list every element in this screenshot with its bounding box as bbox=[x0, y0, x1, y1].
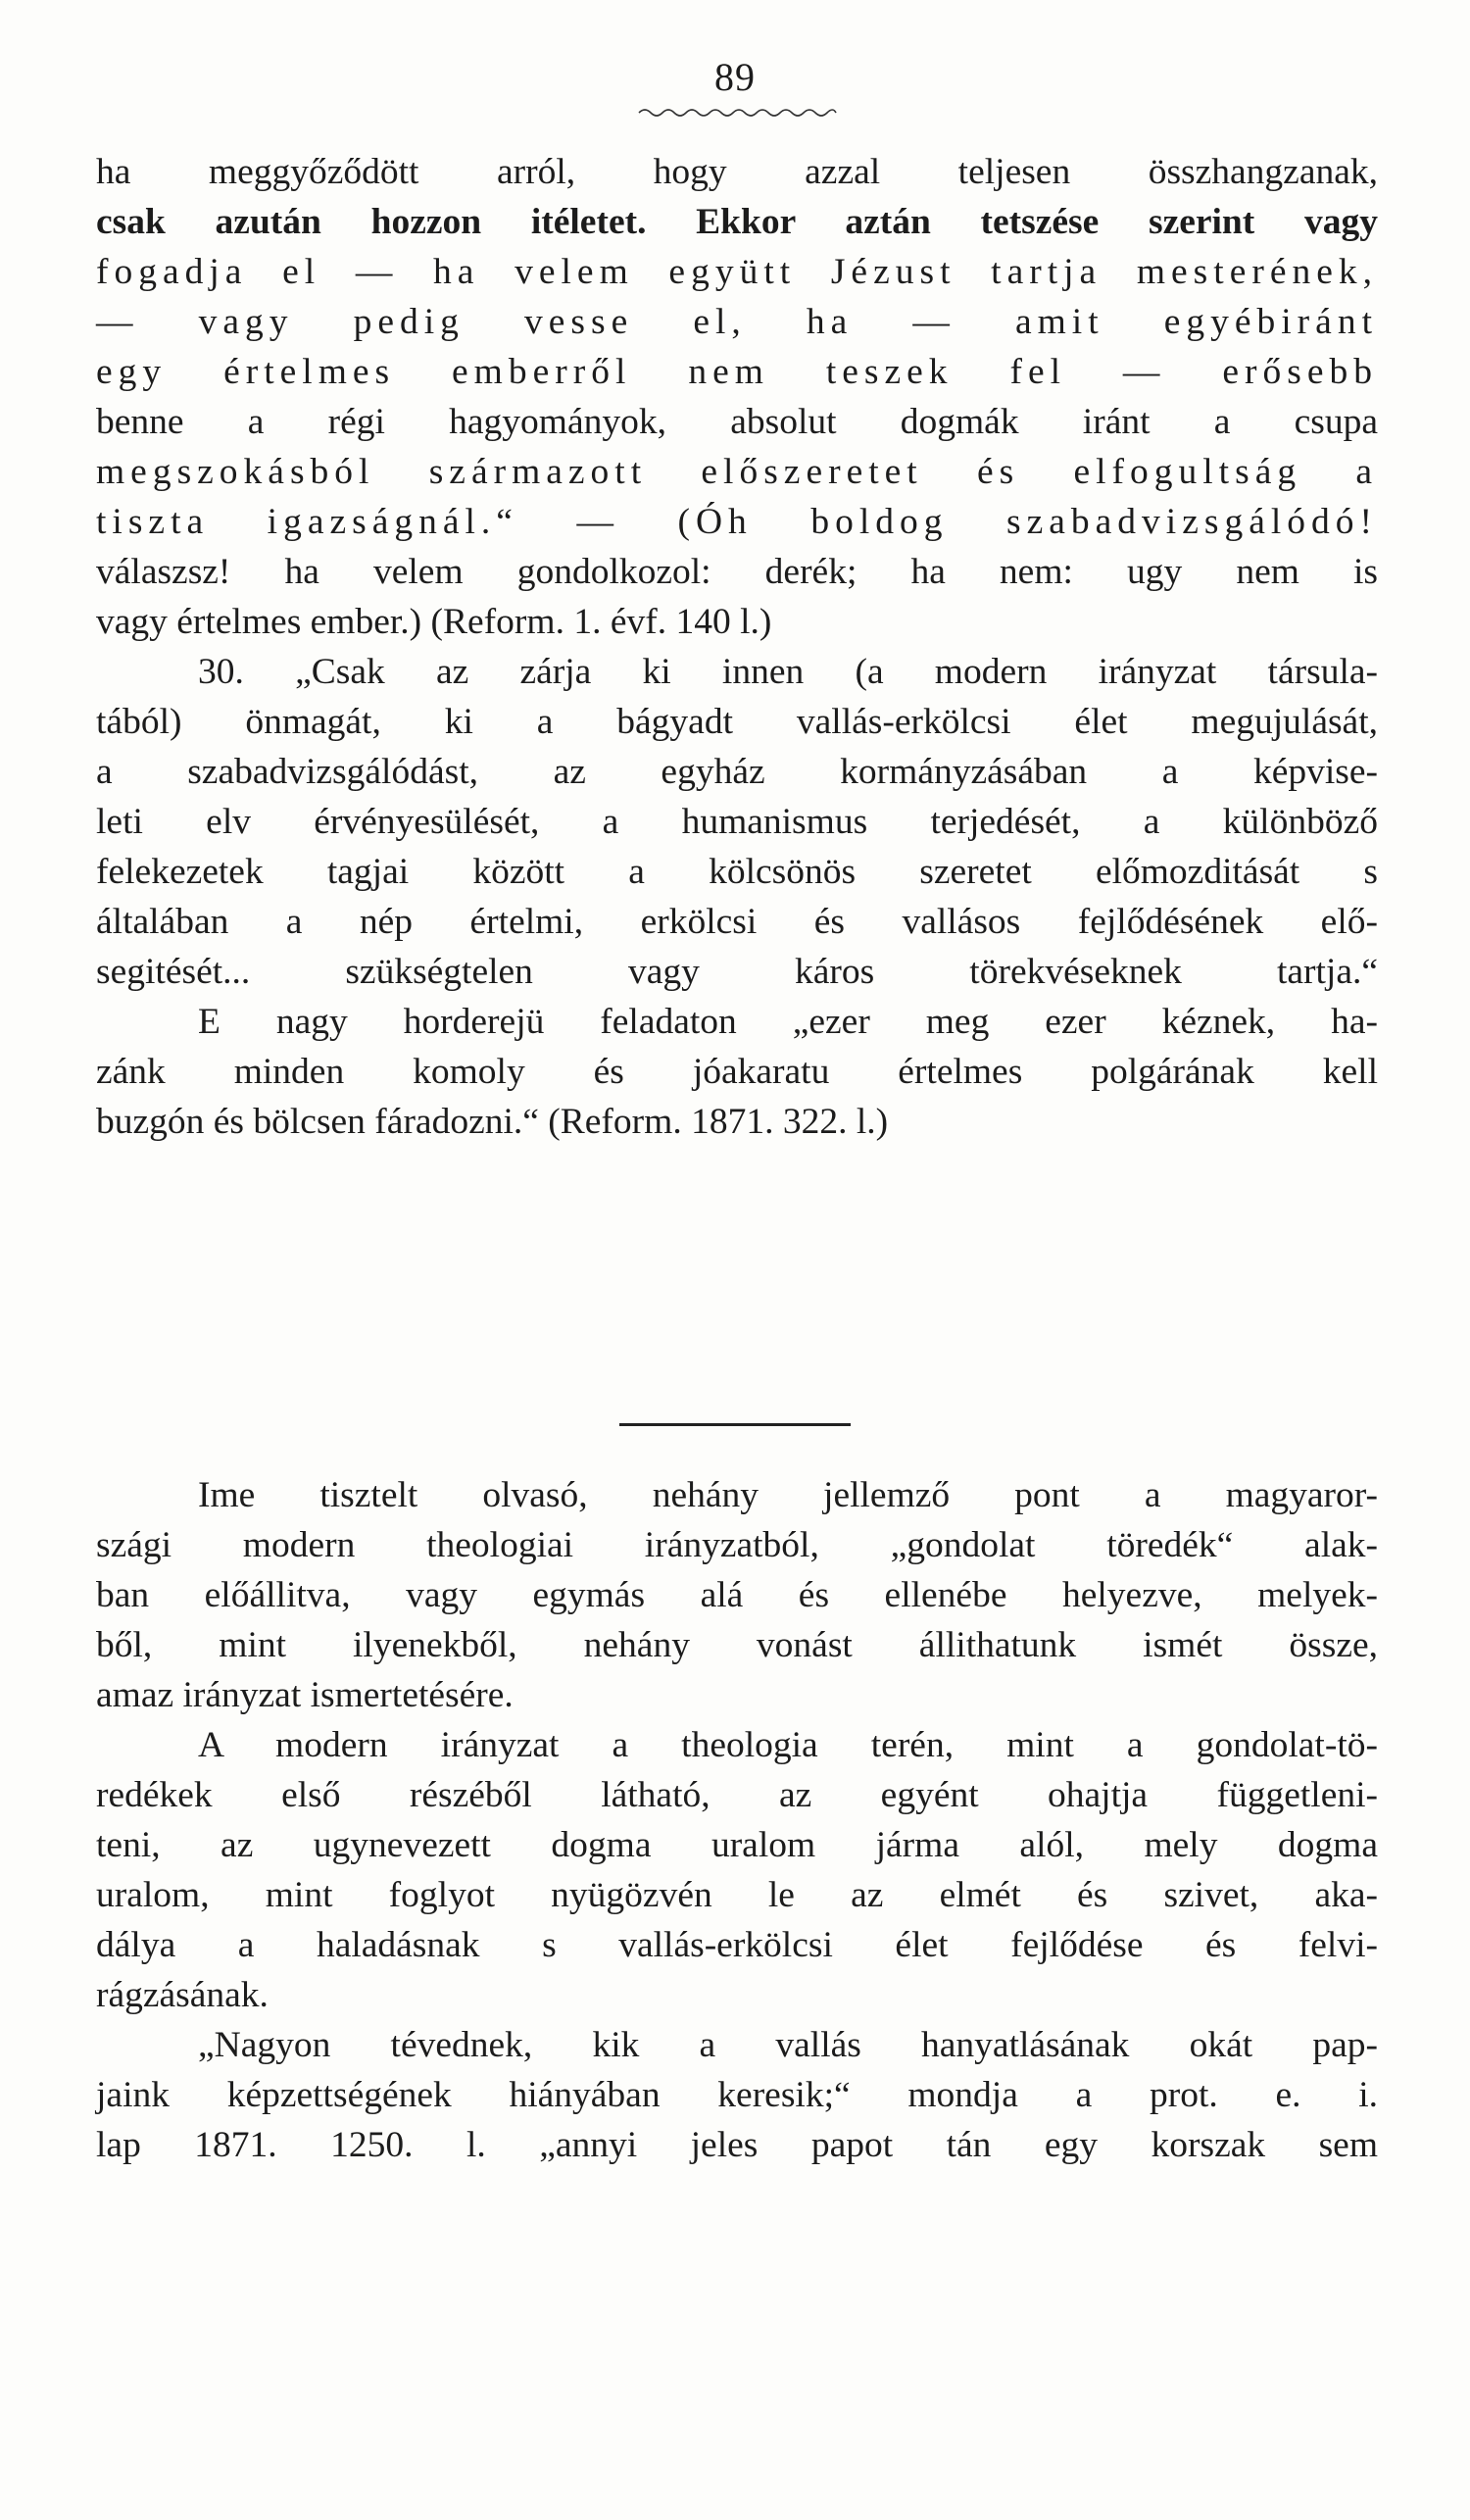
page-number: 89 bbox=[714, 55, 756, 99]
text-line: egy értelmes emberről nem teszek fel — erősebb bbox=[96, 352, 1378, 392]
text-line: redékek első részéből látható, az egyént ohajtja függetleni- bbox=[96, 1775, 1378, 1815]
text-line: amaz irányzat ismertetésére. bbox=[96, 1675, 514, 1715]
text-line: segitését... szükségtelen vagy káros törekvéseknek tartja.“ bbox=[96, 952, 1378, 992]
text-line: jaink képzettségének hiányában keresik;“ mondja a prot. e. i. bbox=[96, 2075, 1378, 2115]
text-line: Ime tisztelt olvasó, nehány jellemző pont a magyaror- bbox=[198, 1475, 1378, 1515]
wavy-ornament-icon bbox=[637, 106, 838, 120]
text-line: dálya a haladásnak s vallás-erkölcsi élet fejlődése és felvi- bbox=[96, 1925, 1378, 1965]
text-line: — vagy pedig vesse el, ha — amit egyébiránt bbox=[96, 302, 1378, 342]
text-line: E nagy horderejü feladaton „ezer meg ezer kéznek, ha- bbox=[198, 1002, 1378, 1042]
text-line: szági modern theologiai irányzatból, „gondolat töredék“ alak- bbox=[96, 1525, 1378, 1565]
text-line: csak azután hozzon itéletet. Ekkor aztán tetszése szerint vagy bbox=[96, 202, 1378, 242]
text-line: benne a régi hagyományok, absolut dogmák iránt a csupa bbox=[96, 402, 1378, 442]
text-line: megszokásból származott előszeretet és elfogultság a bbox=[96, 452, 1378, 492]
text-line: tiszta igazságnál.“ — (Óh boldog szabadvizsgálódó! bbox=[96, 502, 1378, 542]
text-line: a szabadvizsgálódást, az egyház kormányzásában a képvise- bbox=[96, 752, 1378, 792]
text-block-2 bbox=[96, 1470, 1378, 2170]
text-line: ban előállitva, vagy egymás alá és ellenébe helyezve, melyek- bbox=[96, 1575, 1378, 1615]
text-block-1 bbox=[96, 147, 1378, 1147]
text-line: rágzásának. bbox=[96, 1975, 269, 2015]
text-line: 30. „Csak az zárja ki innen (a modern irányzat társula- bbox=[198, 652, 1378, 692]
text-line: lap 1871. 1250. l. „annyi jeles papot tán egy korszak sem bbox=[96, 2125, 1378, 2165]
text-line: „Nagyon tévednek, kik a vallás hanyatlásának okát pap- bbox=[198, 2025, 1378, 2065]
text-line: zánk minden komoly és jóakaratu értelmes polgárának kell bbox=[96, 1052, 1378, 1092]
text-line: általában a nép értelmi, erkölcsi és vallásos fejlődésének elő- bbox=[96, 902, 1378, 942]
section-divider bbox=[619, 1423, 851, 1426]
text-line: vagy értelmes ember.) (Reform. 1. évf. 140 l.) bbox=[96, 602, 772, 642]
text-line: teni, az ugynevezett dogma uralom járma alól, mely dogma bbox=[96, 1825, 1378, 1865]
text-line: tából) önmagát, ki a bágyadt vallás-erkölcsi élet megujulását, bbox=[96, 702, 1378, 742]
text-line: válaszsz! ha velem gondolkozol: derék; ha nem: ugy nem is bbox=[96, 552, 1378, 592]
text-line: ből, mint ilyenekből, nehány vonást állithatunk ismét össze, bbox=[96, 1625, 1378, 1665]
text-line: buzgón és bölcsen fáradozni.“ (Reform. 1871. 322. l.) bbox=[96, 1102, 889, 1142]
text-line: uralom, mint foglyot nyügözvén le az elmét és szivet, aka- bbox=[96, 1875, 1378, 1915]
text-line: fogadja el — ha velem együtt Jézust tartja mesterének, bbox=[96, 252, 1378, 292]
text-line: leti elv érvényesülését, a humanismus terjedését, a különböző bbox=[96, 802, 1378, 842]
text-line: ha meggyőződött arról, hogy azzal teljesen összhangzanak, bbox=[96, 152, 1378, 192]
text-line: A modern irányzat a theologia terén, mint a gondolat-tö- bbox=[198, 1725, 1378, 1765]
text-line: felekezetek tagjai között a kölcsönös szeretet előmozditását s bbox=[96, 852, 1378, 892]
